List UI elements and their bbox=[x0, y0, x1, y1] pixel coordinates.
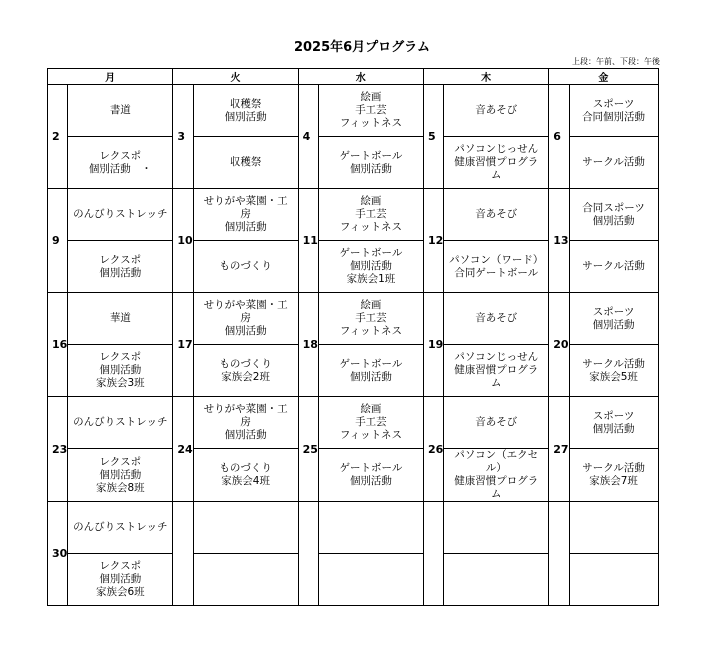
day-number: 6 bbox=[549, 85, 569, 189]
am-activity: 音あそび bbox=[444, 85, 549, 137]
pm-activity: サークル活動 家族会5班 bbox=[569, 345, 658, 397]
day-number: 26 bbox=[423, 397, 443, 502]
am-activity: 収穫祭 個別活動 bbox=[193, 85, 298, 137]
am-activity: 音あそび bbox=[444, 397, 549, 449]
day-number: 9 bbox=[48, 189, 68, 293]
day-number: 18 bbox=[298, 293, 318, 397]
pm-activity: ゲートボール 個別活動 bbox=[318, 345, 423, 397]
day-number: 17 bbox=[173, 293, 193, 397]
pm-activity: ものづくり 家族会4班 bbox=[193, 449, 298, 502]
am-activity: 華道 bbox=[68, 293, 173, 345]
am-activity: 合同スポーツ 個別活動 bbox=[569, 189, 658, 241]
week-row-am bbox=[48, 293, 659, 345]
week-row-am bbox=[48, 189, 659, 241]
am-activity: せりがや菜園・工 房 個別活動 bbox=[193, 189, 298, 241]
day-number: 16 bbox=[48, 293, 68, 397]
day-number: 19 bbox=[423, 293, 443, 397]
pm-activity: ゲートボール 個別活動 家族会1班 bbox=[318, 241, 423, 293]
day-number bbox=[173, 502, 193, 606]
pm-activity bbox=[193, 554, 298, 606]
pm-activity: 収穫祭 bbox=[193, 137, 298, 189]
pm-activity: サークル活動 家族会7班 bbox=[569, 449, 658, 502]
day-number: 30 bbox=[48, 502, 68, 606]
pm-activity: パソコンじっせん 健康習慣プログラ ム bbox=[444, 345, 549, 397]
am-activity: スポーツ 個別活動 bbox=[569, 293, 658, 345]
am-activity bbox=[569, 502, 658, 554]
am-activity: のんびりストレッチ bbox=[68, 502, 173, 554]
pm-activity: レクスポ 個別活動 家族会8班 bbox=[68, 449, 173, 502]
day-number: 23 bbox=[48, 397, 68, 502]
pm-activity: ものづくり 家族会2班 bbox=[193, 345, 298, 397]
day-number: 3 bbox=[173, 85, 193, 189]
weekday-header-tue: 火 bbox=[173, 69, 298, 85]
day-number: 4 bbox=[298, 85, 318, 189]
day-number: 20 bbox=[549, 293, 569, 397]
am-activity: スポーツ 個別活動 bbox=[569, 397, 658, 449]
pm-activity: パソコン（エクセ ル） 健康習慣プログラ ム bbox=[444, 449, 549, 502]
pm-activity: パソコンじっせん 健康習慣プログラ ム bbox=[444, 137, 549, 189]
am-activity: 絵画 手工芸 フィットネス bbox=[318, 189, 423, 241]
week-row-am bbox=[48, 397, 659, 449]
day-number: 13 bbox=[549, 189, 569, 293]
pm-activity: ゲートボール 個別活動 bbox=[318, 449, 423, 502]
weekday-header-fri: 金 bbox=[549, 69, 658, 85]
pm-activity: パソコン（ワード） 合同ゲートボール bbox=[444, 241, 549, 293]
weekday-header-row bbox=[48, 69, 659, 85]
day-number: 25 bbox=[298, 397, 318, 502]
am-activity: せりがや菜園・工 房 個別活動 bbox=[193, 397, 298, 449]
pm-activity bbox=[318, 554, 423, 606]
pm-activity: レクスポ 個別活動 bbox=[68, 241, 173, 293]
weekday-header-mon: 月 bbox=[48, 69, 173, 85]
day-number: 27 bbox=[549, 397, 569, 502]
day-number: 12 bbox=[423, 189, 443, 293]
session-note: 上段：午前、下段：午後 bbox=[572, 57, 660, 66]
pm-activity bbox=[444, 554, 549, 606]
am-activity: 絵画 手工芸 フィットネス bbox=[318, 85, 423, 137]
pm-activity: レクスポ 個別活動 家族会6班 bbox=[68, 554, 173, 606]
pm-activity: ものづくり bbox=[193, 241, 298, 293]
weekday-header-wed: 水 bbox=[298, 69, 423, 85]
day-number: 11 bbox=[298, 189, 318, 293]
day-number: 10 bbox=[173, 189, 193, 293]
am-activity: のんびりストレッチ bbox=[68, 397, 173, 449]
am-activity bbox=[444, 502, 549, 554]
am-activity: 音あそび bbox=[444, 189, 549, 241]
am-activity bbox=[318, 502, 423, 554]
am-activity: 書道 bbox=[68, 85, 173, 137]
pm-activity: レクスポ 個別活動 ・ bbox=[68, 137, 173, 189]
am-activity: せりがや菜園・工 房 個別活動 bbox=[193, 293, 298, 345]
week-row-am bbox=[48, 85, 659, 137]
pm-activity: サークル活動 bbox=[569, 241, 658, 293]
am-activity: のんびりストレッチ bbox=[68, 189, 173, 241]
am-activity: 絵画 手工芸 フィットネス bbox=[318, 293, 423, 345]
am-activity: 音あそび bbox=[444, 293, 549, 345]
week-row-am bbox=[48, 502, 659, 554]
pm-activity: サークル活動 bbox=[569, 137, 658, 189]
day-number: 2 bbox=[48, 85, 68, 189]
pm-activity bbox=[569, 554, 658, 606]
am-activity: 絵画 手工芸 フィットネス bbox=[318, 397, 423, 449]
day-number bbox=[423, 502, 443, 606]
day-number: 24 bbox=[173, 397, 193, 502]
day-number bbox=[549, 502, 569, 606]
day-number bbox=[298, 502, 318, 606]
weekday-header-thu: 木 bbox=[423, 69, 548, 85]
program-calendar bbox=[47, 68, 659, 606]
page-title: 2025年6月プログラム bbox=[293, 40, 431, 55]
day-number: 5 bbox=[423, 85, 443, 189]
pm-activity: ゲートボール 個別活動 bbox=[318, 137, 423, 189]
am-activity bbox=[193, 502, 298, 554]
am-activity: スポーツ 合同個別活動 bbox=[569, 85, 658, 137]
pm-activity: レクスポ 個別活動 家族会3班 bbox=[68, 345, 173, 397]
